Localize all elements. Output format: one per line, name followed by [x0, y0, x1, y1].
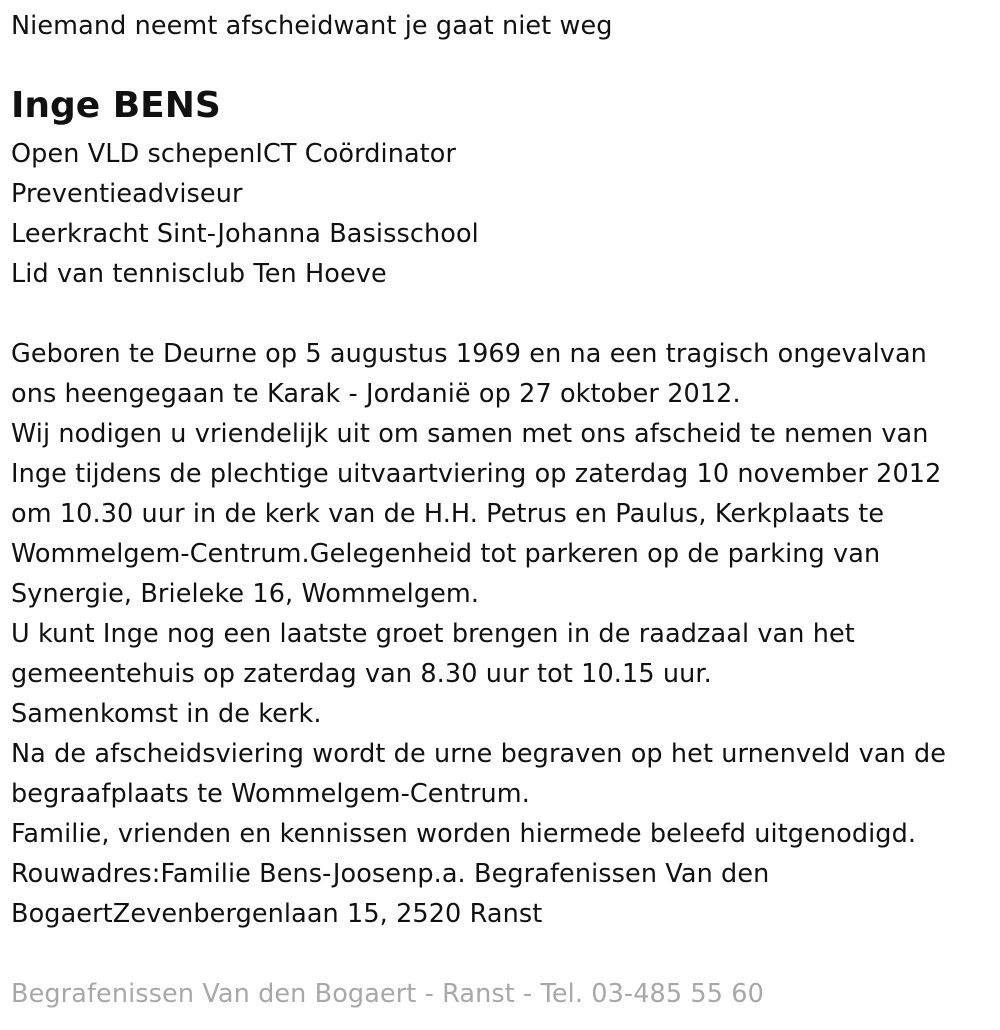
body-line: U kunt Inge nog een laatste groet brengen in de raadzaal van het [11, 619, 855, 649]
body-line: Na de afscheidsviering wordt de urne begraven op het urnenveld van de [11, 739, 947, 769]
deceased-name: Inge BENS [11, 85, 221, 126]
body-line: ons heengegaan te Karak - Jordanië op 27 oktober 2012. [11, 379, 741, 409]
body-line: begraafplaats te Wommelgem-Centrum. [11, 779, 530, 809]
body-line: Synergie, Brieleke 16, Wommelgem. [11, 579, 480, 609]
body-line: Samenkomst in de kerk. [11, 699, 322, 729]
body-line: Familie, vrienden en kennissen worden hiermede beleefd uitgenodigd. [11, 819, 917, 849]
notice-body [11, 334, 946, 934]
role-line: Preventieadviseur [11, 179, 243, 209]
body-line: om 10.30 uur in de kerk van de H.H. Petrus en Paulus, Kerkplaats te [11, 499, 885, 529]
body-line: Wij nodigen u vriendelijk uit om samen met ons afscheid te nemen van [11, 419, 929, 449]
role-line: Lid van tennisclub Ten Hoeve [11, 259, 387, 289]
body-line: Inge tijdens de plechtige uitvaartviering op zaterdag 10 november 2012 [11, 459, 942, 489]
funeral-home-footer: Begrafenissen Van den Bogaert - Ranst - Tel. 03-485 55 60 [11, 979, 764, 1009]
body-line: Wommelgem-Centrum.Gelegenheid tot parkeren op de parking van [11, 539, 881, 569]
body-line: Rouwadres:Familie Bens-Joosenp.a. Begrafenissen Van den [11, 859, 770, 889]
body-line: BogaertZevenbergenlaan 15, 2520 Ranst [11, 899, 543, 929]
roles-list [11, 134, 479, 294]
role-line: Open VLD schepenICT Coördinator [11, 139, 457, 169]
role-line: Leerkracht Sint-Johanna Basisschool [11, 219, 479, 249]
body-line: gemeentehuis op zaterdag van 8.30 uur tot 10.15 uur. [11, 659, 712, 689]
body-line: Geboren te Deurne op 5 augustus 1969 en na een tragisch ongevalvan [11, 339, 927, 369]
opening-quote: Niemand neemt afscheidwant je gaat niet weg [11, 11, 613, 41]
